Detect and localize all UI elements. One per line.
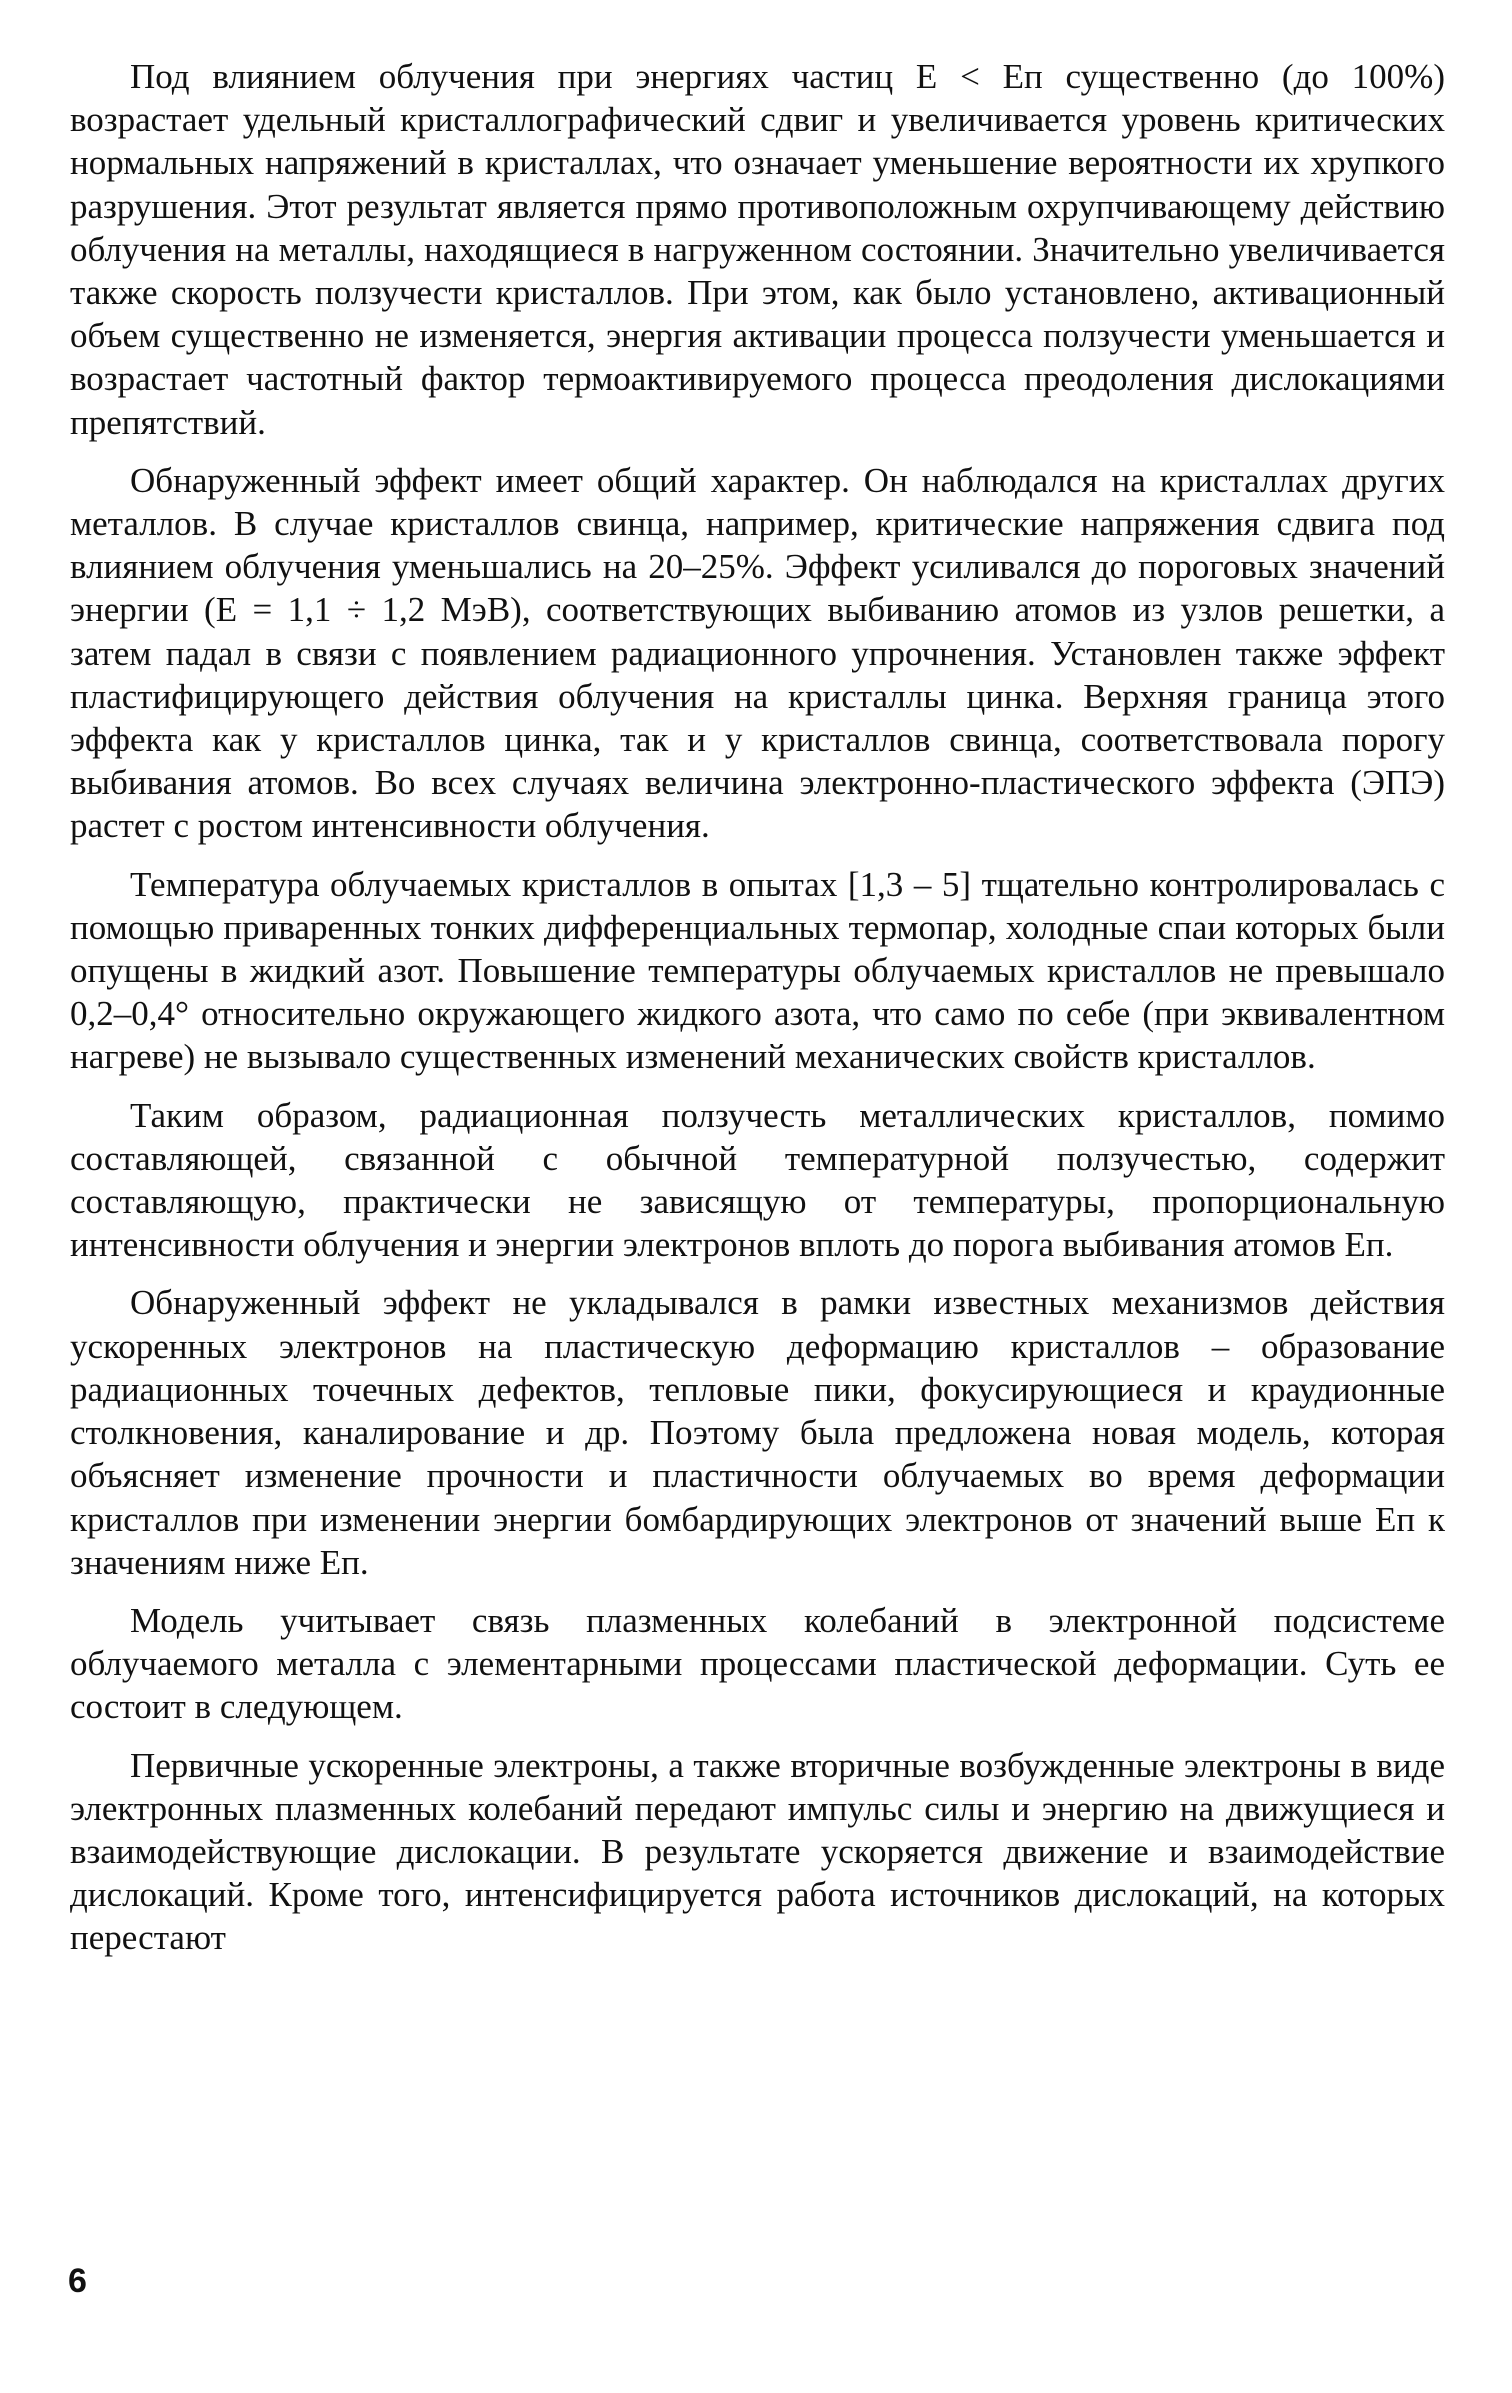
paragraph-1: Под влиянием облучения при энергиях частиц E < Eп существенно (до 100%) возрастает удельный кристаллографический сдвиг и увеличивается уровень критических нормальных напряжений в кристаллах, что означает уменьшение вероятности их хрупкого разрушения. Этот результат является прямо противоположным охрупчивающему действию облучения на металлы, находящиеся в нагруженном состоянии. Значительно увеличивается также скорость ползучести кристаллов. При этом, как было установлено, активационный объем существенно не изменяется, энергия активации процесса ползучести уменьшается и возрастает частотный фактор термоактивируемого процесса преодоления дислокациями препятствий. — [70, 57, 1445, 442]
paragraph-2: Обнаруженный эффект имеет общий характер. Он наблюдался на кристаллах других металлов. В случае кристаллов свинца, например, критические напряжения сдвига под влиянием облучения уменьшались на 20–25%. Эффект усиливался до пороговых значений энергии (E = 1,1 ÷ 1,2 МэВ), соответствующих выбиванию атомов из узлов решетки, а затем падал в связи с появлением радиационного упрочнения. Установлен также эффект пластифицирующего действия облучения на кристаллы цинка. Верхняя граница этого эффекта как у кристаллов цинка, так и у кристаллов свинца, соответствовала порогу выбивания атомов. Во всех случаях величина электронно-пластического эффекта (ЭПЭ) растет с ростом интенсивности облучения. — [70, 460, 1445, 846]
paragraph-5: Обнаруженный эффект не укладывался в рамки известных механизмов действия ускоренных электронов на пластическую деформацию кристаллов – образование радиационных точечных дефектов, тепловые пики, фокусирующиеся и краудионные столкновения, каналирование и др. Поэтому была предложена новая модель, которая объясняет изменение прочности и пластичности облучаемых во время деформации кристаллов при изменении энергии бомбардирующих электронов от значений выше Eп к значениям ниже Eп. — [70, 1283, 1445, 1582]
paragraph-6: Модель учитывает связь плазменных колебаний в электронной подсистеме облучаемого металла с элементарными процессами пластической деформации. Суть ее состоит в следующем. — [70, 1600, 1445, 1727]
page-number: 6 — [68, 2262, 87, 2300]
paragraph-4: Таким образом, радиационная ползучесть металлических кристаллов, помимо составляющей, связанной с обычной температурной ползучестью, содержит составляющую, практически не зависящую от температуры, пропорциональную интенсивности облучения и энергии электронов вплоть до порога выбивания атомов Eп. — [70, 1095, 1445, 1265]
paragraph-7: Первичные ускоренные электроны, а также вторичные возбужденные электроны в виде электронных плазменных колебаний передают импульс силы и энергию на движущиеся и взаимодействующие дислокации. В результате ускоряется движение и взаимодействие дислокаций. Кроме того, интенсифицируется работа источников дислокаций, на которых перестают — [70, 1745, 1445, 1958]
paragraph-3: Температура облучаемых кристаллов в опытах [1,3 – 5] тщательно контролировалась с помощью приваренных тонких дифференциальных термопар, холодные спаи которых были опущены в жидкий азот. Повышение температуры облучаемых кристаллов не превышало 0,2–0,4° относительно окружающего жидкого азота, что само по себе (при эквивалентном нагреве) не вызывало существенных изменений механических свойств кристаллов. — [70, 864, 1445, 1077]
page-body — [70, 55, 1445, 1975]
